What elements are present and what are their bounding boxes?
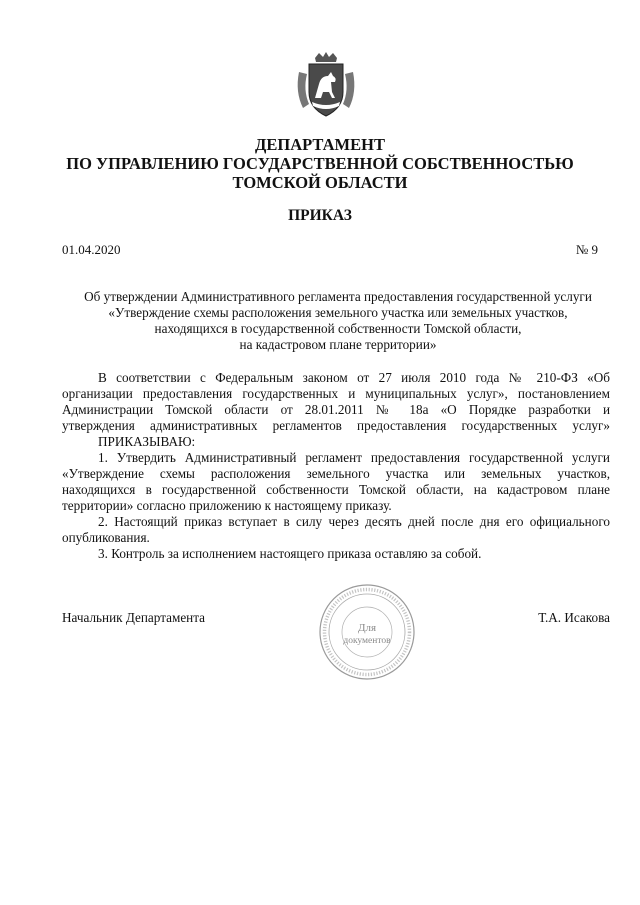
order-title: ПРИКАЗ bbox=[288, 207, 352, 224]
department-title-line3: ТОМСКОЙ ОБЛАСТИ bbox=[232, 173, 408, 192]
signature-role: Начальник Департамента bbox=[62, 610, 206, 625]
official-seal-stamp bbox=[318, 583, 416, 681]
subject-line: на кадастровом плане территории» bbox=[239, 337, 437, 352]
body-line: 3. Контроль за исполнением настоящего приказа оставляю за собой. bbox=[98, 546, 482, 561]
body-line: находящихся в государственной собственности Томской области, на кадастровом плане bbox=[62, 482, 610, 497]
department-title-line1: ДЕПАРТАМЕНТ bbox=[255, 135, 385, 154]
body-line: «Утверждение схемы расположения земельного участка или земельных участков, bbox=[62, 466, 610, 481]
subject-line: Об утверждении Административного регламента предоставления государственной услуги bbox=[84, 289, 592, 304]
department-title-line2: ПО УПРАВЛЕНИЮ ГОСУДАРСТВЕННОЙ СОБСТВЕННОСТЬЮ bbox=[66, 154, 574, 173]
order-number: № 9 bbox=[575, 242, 598, 257]
body-line: 2. Настоящий приказ вступает в силу через десять дней после дня его официального bbox=[98, 514, 610, 529]
seal-text-line2: документов bbox=[343, 636, 391, 646]
body-line: ПРИКАЗЫВАЮ: bbox=[98, 434, 196, 449]
order-date: 01.04.2020 bbox=[62, 242, 121, 257]
body-line: Администрации Томской области от 28.01.2011 № 18а «О Порядке разработки и bbox=[62, 402, 610, 417]
body-line: территории» согласно приложению к настоящему приказу. bbox=[62, 498, 392, 513]
body-line: опубликования. bbox=[62, 530, 150, 545]
seal-text-line1: Для bbox=[357, 622, 377, 634]
body-line: организации предоставления государственных и муниципальных услуг», постановлением bbox=[62, 386, 610, 401]
subject-line: «Утверждение схемы расположения земельного участка или земельных участков, bbox=[108, 305, 568, 320]
body-line: 1. Утвердить Административный регламент предоставления государственной услуги bbox=[98, 450, 610, 465]
body-line: утверждения административных регламентов предоставления государственных услуг» bbox=[62, 418, 610, 433]
signature-name: Т.А. Исакова bbox=[538, 610, 610, 625]
coat-of-arms-emblem bbox=[295, 52, 357, 118]
body-line: В соответствии с Федеральным законом от 27 июля 2010 года № 210-ФЗ «Об bbox=[98, 370, 610, 385]
subject-line: находящихся в государственной собственности Томской области, bbox=[154, 321, 522, 336]
